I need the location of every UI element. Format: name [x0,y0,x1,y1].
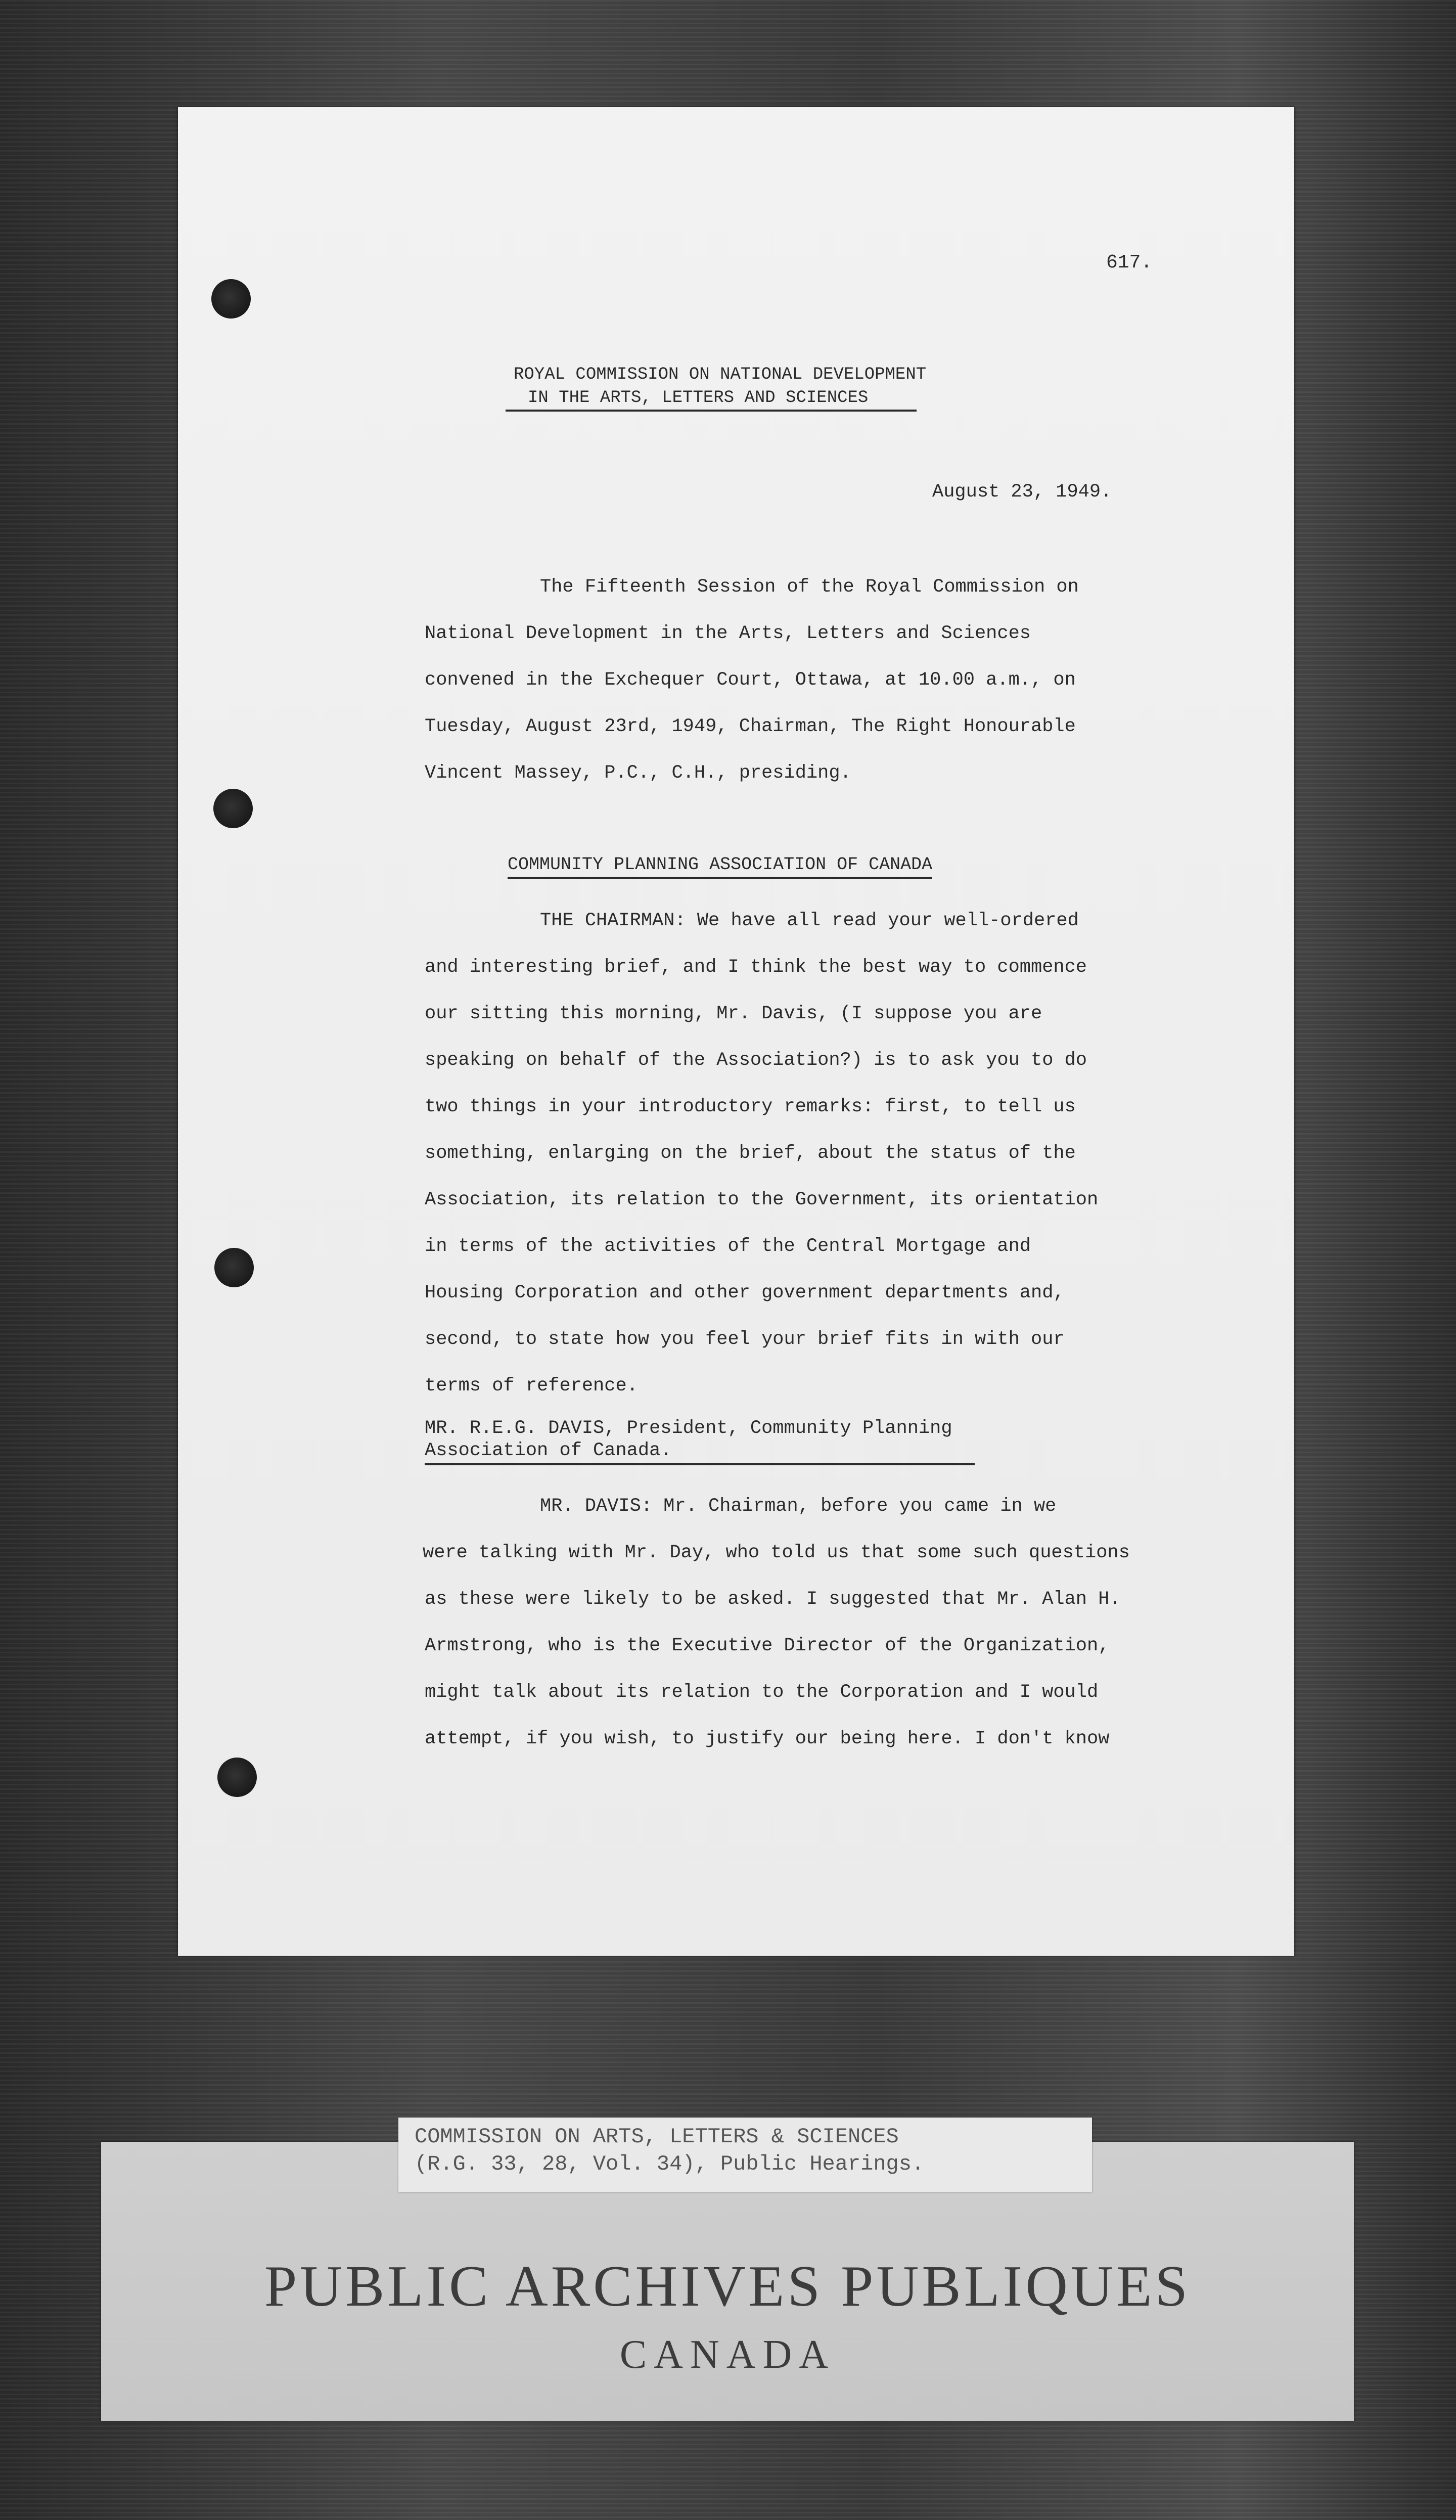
document-date: August 23, 1949. [932,481,1112,503]
punch-hole-2 [213,789,253,828]
punch-hole-1 [211,279,251,319]
davis-line: MR. DAVIS: Mr. Chairman, before you came in we [540,1496,1057,1517]
davis-line: might talk about its relation to the Corporation and I would [425,1682,1099,1703]
heading-line-1: ROYAL COMMISSION ON NATIONAL DEVELOPMENT [514,365,927,384]
davis-line: as these were likely to be asked. I suggested that Mr. Alan H. [425,1589,1121,1610]
archive-label-line-2: (R.G. 33, 28, Vol. 34), Public Hearings. [415,2152,925,2176]
archive-stamp-card [101,2125,1354,2421]
heading-line-2: IN THE ARTS, LETTERS AND SCIENCES [506,388,917,412]
archive-label [398,2118,1092,2192]
intro-line: Tuesday, August 23rd, 1949, Chairman, The Right Honourable [425,716,1076,737]
chairman-line: and interesting brief, and I think the best way to commence [425,957,1087,978]
chairman-line: terms of reference. [425,1375,638,1397]
intro-line: National Development in the Arts, Letters and Sciences [425,623,1031,644]
intro-line: The Fifteenth Session of the Royal Commission on [540,576,1079,598]
chairman-line: our sitting this morning, Mr. Davis, (I suppose you are [425,1003,1042,1024]
chairman-line: Association, its relation to the Government, its orientation [425,1189,1099,1210]
punch-hole-4 [217,1758,257,1797]
chairman-line: THE CHAIRMAN: We have all read your well-ordered [540,910,1079,931]
davis-line: were talking with Mr. Day, who told us that some such questions [423,1542,1130,1563]
intro-line: convened in the Exchequer Court, Ottawa, at 10.00 a.m., on [425,669,1076,691]
archive-country: CANADA [619,2332,836,2377]
chairman-line: Housing Corporation and other government departments and, [425,1282,1065,1303]
document-page [178,107,1294,1956]
section-heading: COMMUNITY PLANNING ASSOCIATION OF CANADA [508,854,932,879]
archive-label-line-1: COMMISSION ON ARTS, LETTERS & SCIENCES [415,2125,899,2149]
chairman-line: speaking on behalf of the Association?) is to ask you to do [425,1050,1087,1071]
davis-line: Armstrong, who is the Executive Director of the Organization, [425,1635,1110,1656]
speaker-heading-line-2: Association of Canada. [425,1440,975,1465]
intro-line: Vincent Massey, P.C., C.H., presiding. [425,762,851,784]
chairman-line: in terms of the activities of the Central Mortgage and [425,1236,1031,1257]
page-number: 617. [1106,252,1153,274]
chairman-line: something, enlarging on the brief, about the status of the [425,1143,1076,1164]
speaker-heading-line-1: MR. R.E.G. DAVIS, President, Community Planning [425,1418,952,1439]
davis-line: attempt, if you wish, to justify our being here. I don't know [425,1728,1110,1749]
punch-hole-3 [214,1248,254,1287]
archive-title: PUBLIC ARCHIVES PUBLIQUES [264,2254,1191,2319]
chairman-line: second, to state how you feel your brief fits in with our [425,1329,1065,1350]
chairman-line: two things in your introductory remarks: first, to tell us [425,1096,1076,1117]
